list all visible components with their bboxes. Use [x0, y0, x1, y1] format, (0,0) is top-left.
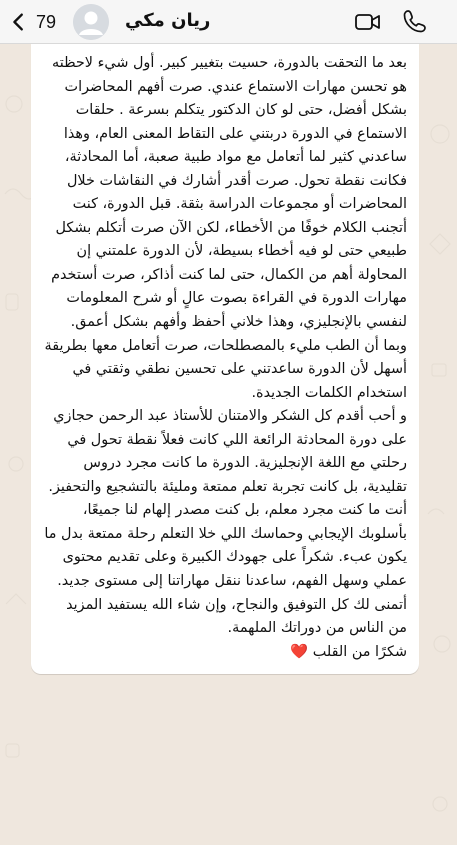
default-avatar-icon [73, 4, 109, 40]
bottom-bar [0, 845, 457, 853]
back-button[interactable] [8, 8, 56, 36]
chat-area[interactable] [0, 44, 457, 853]
chat-header [0, 0, 457, 44]
contact-name[interactable]: ريان مكي [125, 10, 211, 31]
message-body: بعد ما التحقت بالدورة، حسيت بتغيير كبير. أول شيء لاحظته هو تحسن مهارات الاستماع عندي. صرت أفهم المحاضرات بشكل أفضل، حتى لو كان الدكتور يتكلم بسرعة . حلقات الاستماع في الدورة دربتني على التقاط المعنى العام، وهذا ساعدني كثير لما أتعامل مع مواد طبية صعبة، أما المحادثة، فكانت نقطة تحول. صرت أقدر أشارك في النقاشات خلال المحاضرات أو مجموعات الدراسة بثقة. قبل الدورة، كنت أتجنب الكلام خوفًا من الأخطاء، لكن الآن صرت أتكلم بشكل طبيعي حتى لو فيه أخطاء بسيطة، لأن الدورة علمتني إن المحاولة أهم من الكمال، حتى لما كنت أذاكر، صرت أستخدم مهارات الدورة في القراءة بصوت عالٍ أو شرح المعلومات لنفسي بالإنجليزي، وهذا خلاني أحفظ وأفهم بشكل أعمق. وبما أن الطب مليء بالمصطلحات، صرت أتعامل معها بطريقة أسهل لأن الدورة ساعدتني على تحسين نطقي وثقتي في استخدام الكلمات الجديدة. و أحب أقدم كل الشكر والامتنان للأستاذ عبد الرحمن حجازي على دورة المحادثة الرائعة اللي كانت فعلاً نقطة تحول في رحلتي مع اللغة الإنجليزية. الدورة ما كانت مجرد دروس تقليدية، بل كانت تجربة تعلم ممتعة ومليئة بالتشجيع والتحفيز. أنت ما كنت مجرد معلم، بل كنت مصدر إلهام لنا جميعًا، بأسلوبك الإيجابي وحماسك اللي خلا التعلم رحلة ممتعة بدل ما يكون عبء. شكراً على جهودك الكبيرة وعلى تقديم محتوى عملي وسهل الفهم، ساعدنا ننقل مهاراتنا إلى مستوى جديد. أتمنى لك كل التوفيق والنجاح، وإن شاء الله يستفيد المزيد من الناس من دوراتك الملهمة. شكرًا من القلب [44, 55, 407, 660]
chevron-left-icon [8, 11, 30, 33]
message-text [43, 52, 407, 664]
heart-emoji: ❤️ [290, 643, 309, 660]
unread-count: 79 [36, 11, 57, 32]
message-bubble[interactable] [31, 44, 419, 674]
avatar[interactable] [73, 4, 109, 40]
video-camera-icon[interactable] [354, 10, 382, 34]
phone-icon[interactable] [402, 8, 428, 34]
